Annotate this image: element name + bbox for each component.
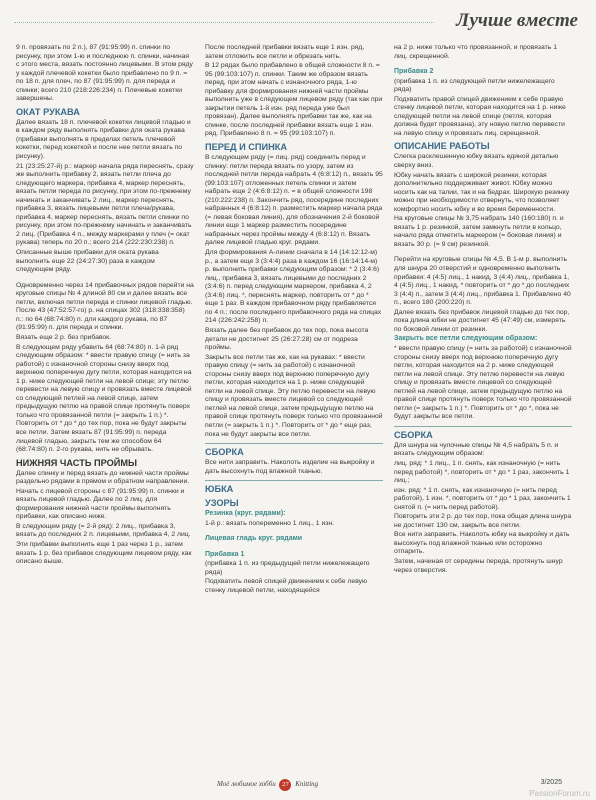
subheading: Прибавка 1 (205, 550, 245, 558)
text-column-1 (16, 44, 194, 764)
paragraph: Подхватить правой спицей движением к себе правую стенку лицевой петли, которая находится на 1 р. ниже следующей петли на левой спице (петля, которая должна будет провязана), эту новую петлю перевести на левую спицу и провязать лиц. скрещенной. (394, 95, 566, 137)
paragraph: Описанные выше прибавки для оката рукава выполнить еще 22 (24:27:30) раза в каждом следующем ряду. (16, 249, 159, 274)
section-name: Knitting (295, 780, 319, 788)
paragraph: Повторить эти 2 р. до тех пор, пока общая длина шнура не достигнет 130 см, закрыть все петли. (394, 513, 572, 529)
page-number: 27 (279, 779, 291, 791)
section-divider (205, 443, 383, 444)
paragraph: На круговые спицы № 3,75 набрать 140 (160:180) п. и вязать 1 р. резинкой, затем замкнуть петли в кольцо, начало ряда отметить маркером (= боковая линия) и вязать 30 р. (= 9 см) резинкой. (394, 215, 564, 248)
section-heading: ОПИСАНИЕ РАБОТЫ (394, 141, 490, 152)
paragraph: Для формирования А-линии сначала в 14 (14:12:12-м) р., а затем еще 3 (3:4:4) раза в каждом 16 (16:14:14-м) р. выполнить прибавки следующим образом: * 2 (3:4:6) лиц., прибавка 3, вязать лицевыми до последних 2 (3:4:6) п. перед следующим маркером, прибавка 4, 2 (3:4:6) лиц. *, переснять маркер, повторить от * до * еще 1 раз. В каждом прибавочном ряду прибавляется по 4 п.; после последнего прибавочного ряда на спицах 214 (226:242:258) п. (205, 249, 382, 325)
issue-number: 3/2025 (540, 779, 562, 786)
header-divider (14, 22, 434, 23)
section-heading: ОКАТ РУКАВА (16, 106, 80, 117)
paragraph: Слегка расклешенную юбку вязать единой деталью сверху вниз. (394, 153, 559, 170)
paragraph: (прибавка 1 п. из следующей петли нижележащего ряда) (394, 77, 555, 94)
paragraph: на 2 р. ниже только что провязанной, и провязать 1 лиц. скрещенной. (394, 44, 557, 60)
paragraph: Для шнура на чулочные спицы № 4,5 набрать 5 п. и вязать следующим образом: (394, 441, 559, 458)
paragraph: (прибавка 1 п. из предыдущей петли нижележащего ряда) (205, 560, 370, 576)
paragraph: После последней прибавки вязать еще 1 изн. ряд, затем отложить все петли и обрезать нить. (205, 44, 365, 60)
paragraph: Вязать далее без прибавок до тех пор, пока высота детали не достигнет 25 (26:27:28) см от подреза проймы. (205, 326, 369, 352)
subheading: Резинка (круг. рядами): (205, 510, 286, 518)
subheading: Прибавка 2 (394, 68, 434, 76)
page-footer (0, 778, 596, 792)
section-heading: ЮБКА (205, 484, 234, 495)
subheading: Закрыть все петли следующим образом: (394, 335, 538, 343)
paragraph: Затем, начиная от середины переда, протянуть шнур через отверстия. (394, 557, 563, 574)
paragraph: Одновременно через 14 прибавочных рядов перейти на круговые спицы № 4 длиной 80 см и далее вязать все петли, включая петли переда и спинки лицевой гладью. После 43 (47:52:57-го) р. на спицах 302 (318:338:358) п.: по 64 (68:74:80) п. для каждого рукава, по 87 (91:95:99) п. для переда и спинки. (16, 281, 194, 332)
paragraph: Закрыть все петли так же, как на рукавах: * ввести правую спицу (= нить за работой) с изнаночной стороны снизу вверх под верхнюю поперечную дугу петли, которая находится на 1 р. ниже следующей петли на левой спице. Эту петлю перевести на левую спицу и провязать вместе лицевой со следующей петлей на левой спице, затем предыдущую петлю на правой спице протянуть поверх только что провязанной петли (= закрыть 1 п.) *. Повторить от * до * еще раз, пока не будут закрыты все петли. (205, 353, 383, 438)
paragraph: Юбку начать вязать с широкой резинки, которая дополнительно поддерживает живот. Юбку можно носить как на талии, так и на бедрах. Широкую резинку можно при необходимости отвернуть, что позволяет комфортно носить юбку и во время беременности. (394, 171, 570, 213)
subheading: Лицевая гладь круг. рядами (205, 535, 303, 543)
paragraph: 9 п. провязать по 2 п.), 87 (91:95:99) п. спинки по рисунку, при этом 1-ю и последнюю п. спинки, начиная с этого места, вязать постоянно лицевыми. В этом ряду у каждой плечевой кокетки было прибавлено по 9 п. = по 18 п. для плеч, по 87 (91:95:99) п. для переда и спинки; всего 210 (218:226:234) п. Плечевые кокетки завершены. (16, 44, 193, 103)
paragraph: Начать с лицевой стороны с 87 (91:95:99) п. спинки и вязать лицевой гладью. Далее по 2 лиц. для формирования нижней части проймы выполнять прибавки, как описано ниже. (16, 487, 185, 521)
magazine-name: Моё любимое хобби (217, 780, 276, 788)
paragraph: В 12 рядах было прибавлено в общей сложности 8 п. = 95 (99:103:107) п. спинки. Таким же образом вязать перед, при этом начать с изнаночного ряда, 1-ю прибавку для формирования нижней части проймы выполнить уже в следующем лицевом ряду (так как при закрытии петель 1-й изн. ряд переда уже был провязан). Далее выполнять прибавки так же, как на спинке, после последней прибавки вязать еще 1 изн. ряд. Прибавлено 8 п. = 95 (99:103:107) п. (205, 62, 383, 138)
section-heading: УЗОРЫ (205, 498, 239, 509)
section-heading: СБОРКА (394, 429, 433, 440)
page-title: Лучше вместе (456, 10, 578, 31)
paragraph: Перейти на круговые спицы № 4,5. В 1-м р. выполнить для шнура 20 отверстий и одновременно выполнить прибавки: 4 (4:5) лиц., 1 накид, 3 (4:4) лиц., прибавка 1, 4 (4:5) лиц., 1 накид, * повторить от * до * до последних 3 (4:4) п., затем 3 (4:4) лиц., прибавка 1. Прибавлено 40 п., всего 180 (200:220) п. (394, 256, 571, 307)
paragraph: лиц. ряд: * 1 лиц., 1 п. снять, как изнаночную (= нить перед работой) *, повторить от * до * 1 раз, закончить 1 лиц.; (394, 459, 570, 485)
text-column-3 (394, 44, 572, 764)
paragraph: Все нити заправить. Наколоть изделие на выкройку и дать высохнуть под влажной тканью. (205, 459, 375, 475)
paragraph: 1-й р.: вязать попеременно 1 лиц., 1 изн. (205, 519, 335, 527)
section-heading: СБОРКА (205, 447, 244, 458)
paragraph: В следующем ряду (= 2-й ряд): 2 лиц., прибавка 3, вязать до последних 2 п. лицевыми, прибавка 4, 2 лиц. (16, 522, 191, 539)
paragraph: * ввести правую спицу (= нить за работой) с изнаночной стороны снизу вверх под верхнюю поперечную дугу петли, которая находится на 2 р. ниже следующей петли на левой спице. Эту петлю перевести на левую спицу и провязать вместе лицевой со следующей петлей на левой спице, затем предыдущую петлю на правой спице протянуть поверх только что провязанной петли (= закрыть 1 п.) *. Повторить от * до *, пока не будут закрыты все петли. (394, 344, 572, 421)
paragraph: Далее спинку и перед вязать до нижней части проймы раздельно рядами в прямом и обратном направлении. (16, 469, 190, 486)
paragraph: 21 (23:25:27-й) р.: маркер начала ряда переснять, сразу же выполнить прибавку 2, вязать петли плеча до следующего маркера, прибавка 4, маркер переснять, вязать петли переда по рисунку, при этом по-прежнему начинать и заканчивать 2 лиц., маркер переснять, прибавка 3, вязать лицевыми петли плеча/рукава, прибавка 4, маркер переснять, вязать петли спинки по рисунку, при этом по-прежнему начинать и заканчивать 2 лиц. (Прибавка 4 п., между маркерами у плеч (= окат рукава) теперь по 20 п.; всего 214 (222:230:238) п. (16, 162, 194, 247)
text-column-2 (205, 44, 383, 764)
paragraph: В следующем ряду (= лиц. ряд) соединить перед и спинку: петли переда вязать по узору, затем из последней петли переда набрать 4 (6:8:12) п., вязать 95 (99:103:107) отложенных петель спинки и затем набрать еще 2 (4:6:8:12) п. = в общей сложности 198 (210:222:238) п. Закончить ряд, посередине последних набранных 4 (6:8:12) п. разместить маркер начала ряда (= левая боковая линия), для обозначения 2-й боковой линии еще 1 маркер разместить посередине набранных через проймы между 4 (6:8:12) п. Вязать далее лицевой гладью круг. рядами. (205, 154, 383, 247)
paragraph: Все нити заправить. Наколоть юбку на выкройку и дать высохнуть под влажной тканью или осторожно отпарить. (394, 531, 570, 556)
paragraph: Вязать еще 2 р. без прибавок. (16, 333, 112, 341)
section-divider (394, 426, 572, 427)
section-heading: НИЖНЯЯ ЧАСТЬ ПРОЙМЫ (16, 457, 137, 468)
section-heading: ПЕРЕД И СПИНКА (205, 142, 287, 153)
footer-magazine (217, 779, 318, 791)
paragraph: Далее вязать без прибавок лицевой гладью до тех пор, пока длина юбки не достигнет 45 (47:49) см, измерять по боковой линии от резинки. (394, 308, 570, 333)
paragraph: В следующем ряду убавить 64 (68:74:80) п. 1-й ряд следующим образом: * ввести правую спицу (= нить за работой) с изнаночной стороны снизу вверх под верхнюю поперечную дугу петли, которая находится на 1 р. ниже следующей петли на левой спице; эту петлю перевести на левую спицу и провязать вместе лицевой со следующей петлей на левой спице, затем предыдущую петлю на правой спице протянуть поверх только что провязанной петли (= закрыть 1 п.) *. Повторить от * до * до тех пор, пока не будут закрыты все петли. Затем вязать 87 (91:95:99) п. переда лицевой гладью, закрыть тем же способом 64 (68:74:80) п. 2-го рукава, нить не обрывать. (16, 343, 192, 454)
paragraph: Эти прибавки выполнить еще 1 раз через 1 р., затем вязать 1 р. без прибавок следующим лицевом ряду, как описано выше. (16, 540, 192, 566)
section-divider (205, 480, 383, 481)
paragraph: изн. ряд: * 1 п. снять, как изнаночную (= нить перед работой), 1 изн. *, повторить от * до * 1 раз, закончить 1 снятой п. (= нить перед работой). (394, 486, 571, 511)
watermark: PassionForum.ru (529, 789, 590, 798)
paragraph: Далее вязать 18 п. плечевой кокетки лицевой гладью и в каждом ряду выполнять прибавки для оката рукава (прибавки выполнять в пределах петель плечевой кокетки, перед кокеткой и после нее петли вязать по рисунку). (16, 118, 191, 161)
paragraph: Подхватить левой спицей движением к себе левую стенку лицевой петли, находящейся (205, 578, 368, 594)
